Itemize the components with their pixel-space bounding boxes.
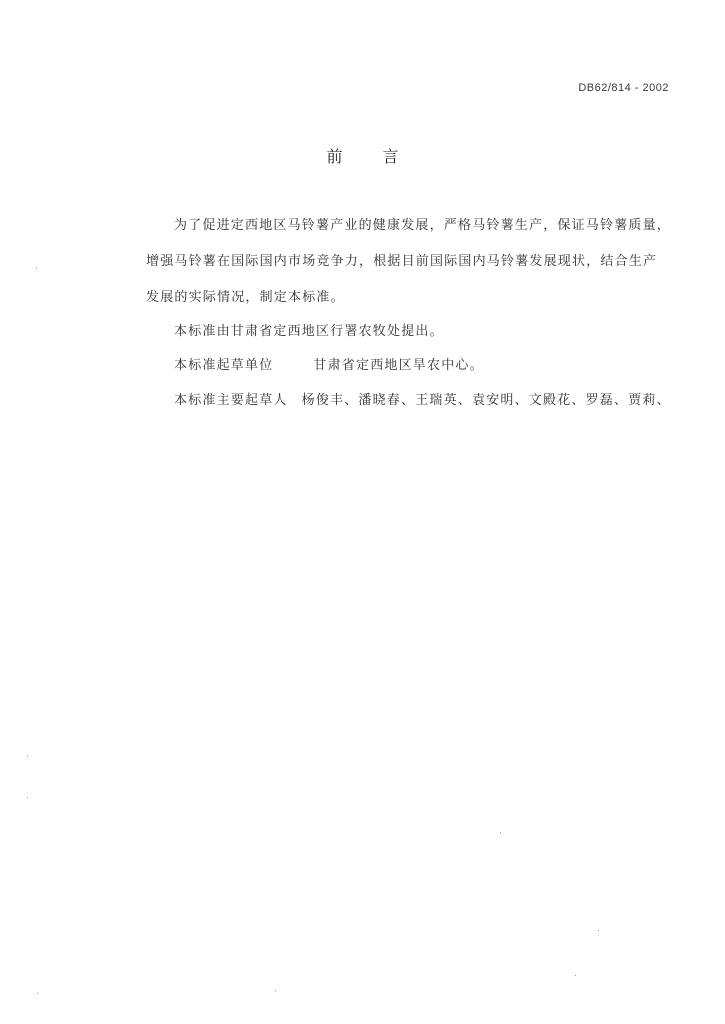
preface-heading-char-2: 言 — [382, 147, 399, 166]
paragraph-line-1: 为了促进定西地区马铃薯产业的健康发展，严格马铃薯生产，保证马铃薯质量， — [174, 218, 672, 233]
preface-heading-char-1: 前 — [326, 147, 343, 166]
scan-speck — [27, 797, 28, 798]
drafters-label: 本标准主要起草人 — [174, 393, 288, 408]
scan-speck — [27, 756, 28, 757]
drafting-unit-row — [174, 354, 484, 373]
scan-speck — [575, 975, 576, 976]
drafters-row — [174, 389, 671, 408]
proposer-line: 本标准由甘肃省定西地区行署农牧处提出。 — [174, 324, 444, 339]
scan-speck — [36, 268, 37, 269]
paragraph-line-2: 增强马铃薯在国际国内市场竞争力，根据目前国际国内马铃薯发展现状，结合生产 — [146, 254, 658, 269]
scan-speck — [37, 993, 38, 994]
scan-speck — [275, 990, 276, 991]
document-code: DB62/814 - 2002 — [578, 82, 669, 94]
drafting-unit-value: 甘肃省定西地区旱农中心。 — [313, 358, 484, 373]
scan-speck — [500, 832, 501, 833]
paragraph-line-3: 发展的实际情况，制定本标准。 — [146, 290, 345, 305]
drafting-unit-label: 本标准起草单位 — [174, 358, 274, 373]
drafters-value: 杨俊丰、潘晓春、王瑞英、袁安明、文殿花、罗磊、贾莉、 — [301, 393, 671, 408]
preface-heading — [0, 144, 725, 167]
scan-speck — [598, 930, 599, 931]
